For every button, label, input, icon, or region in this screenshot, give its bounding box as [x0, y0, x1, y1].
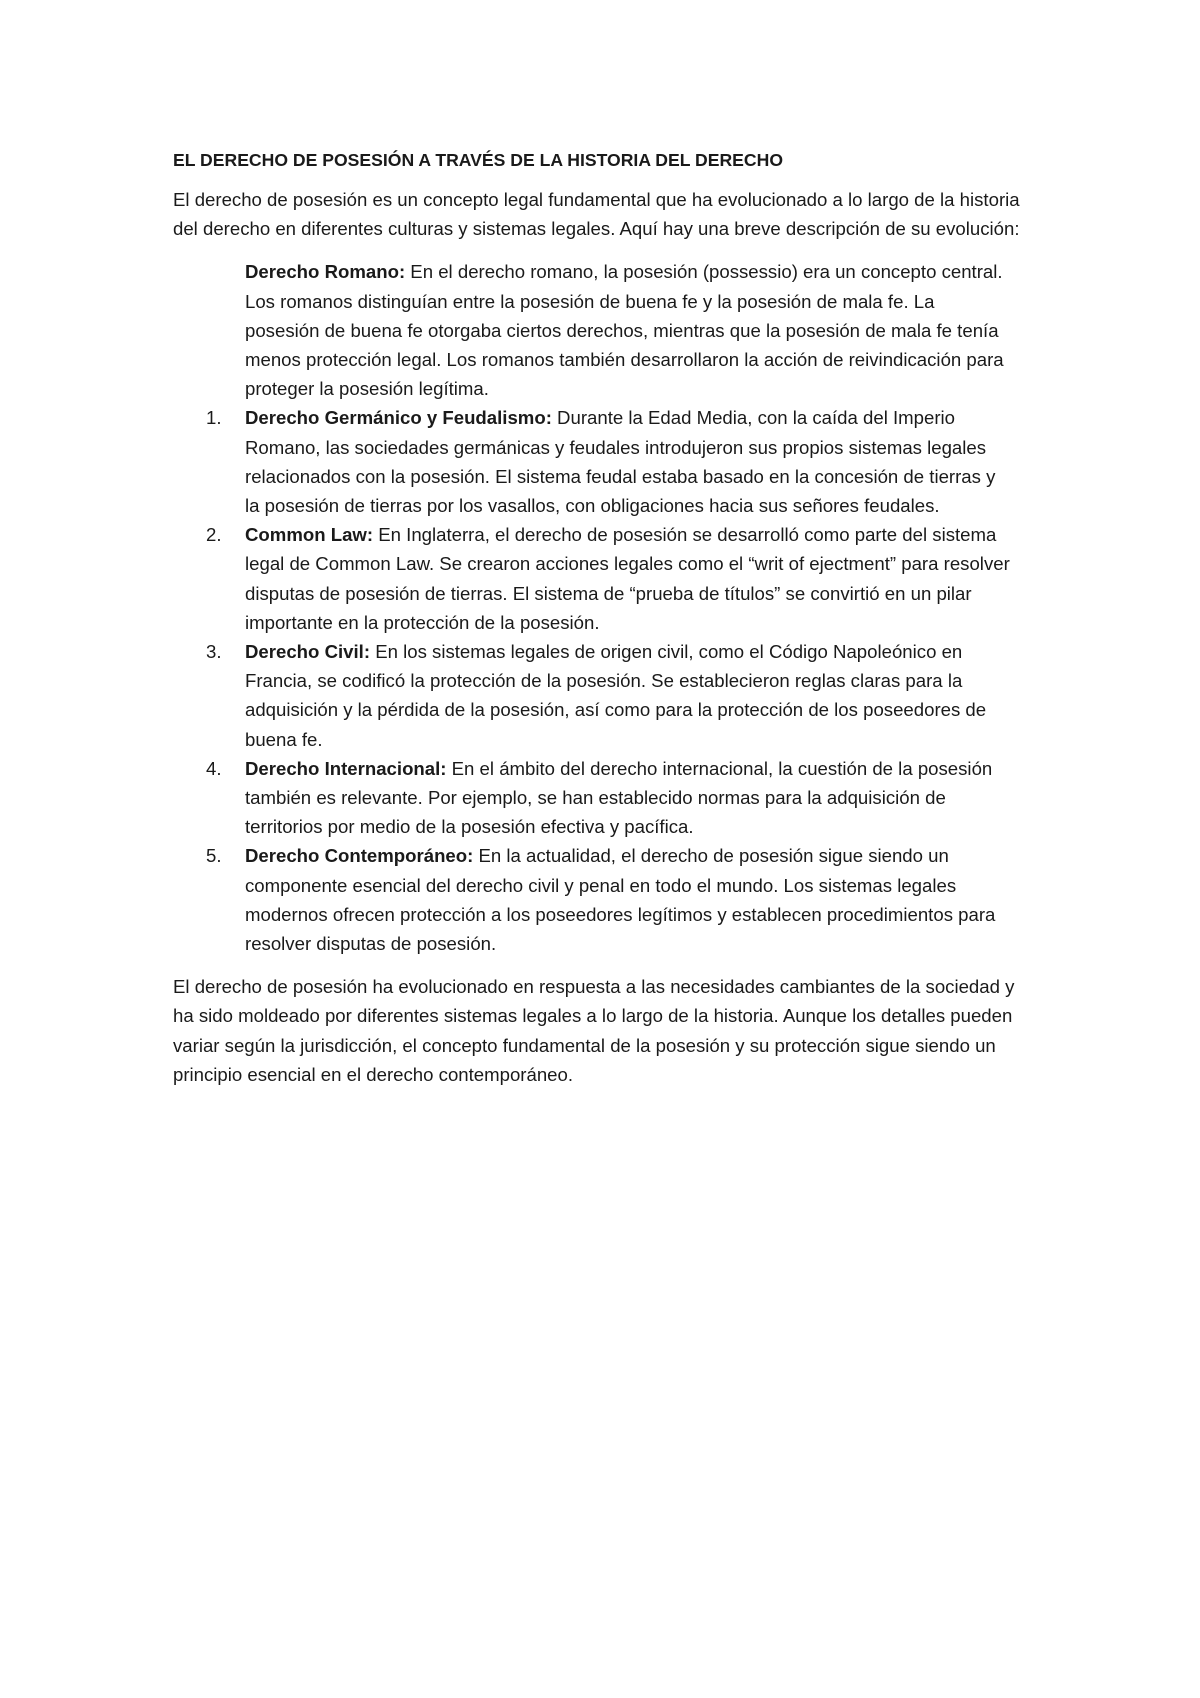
- list-item-text: En el ámbito del derecho internacional, la cuestión de la posesión también es relevante. Por ejemplo, se han establecido normas para la adquisición de territorios por medio de la posesión efectiva y pacífica.: [245, 757, 993, 838]
- list-item-text: En la actualidad, el derecho de posesión sigue siendo un componente esencial del derecho civil y penal en todo el mundo. Los sistemas legales modernos ofrecen protección a los poseedores legítimos y establecen procedimientos para resolver disputas de posesión.: [245, 845, 996, 955]
- list-item-derecho-internacional: [173, 754, 1033, 842]
- list-item-term: Derecho Civil:: [245, 641, 371, 663]
- list-item-number: 4.: [206, 757, 222, 779]
- list-item-number: 2.: [206, 524, 222, 546]
- list-item-text: En Inglaterra, el derecho de posesión se desarrolló como parte del sistema legal de Common Law. Se crearon acciones legales como el “writ of ejectment” para resolver disputas de posesión de tierras. El sistema de “prueba de títulos” se convirtió en un pilar importante en la protección de la posesión.: [245, 524, 1010, 633]
- list-item-term: Derecho Germánico y Feudalismo:: [245, 407, 552, 429]
- list-item-term: Derecho Romano:: [245, 261, 406, 283]
- list-item-derecho-germanico: [173, 403, 1033, 520]
- history-list: [173, 257, 1033, 958]
- list-item-text: Durante la Edad Media, con la caída del Imperio Romano, las sociedades germánicas y feudales introdujeron sus propios sistemas legales relacionados con la posesión. El sistema feudal estaba basado en la concesión de tierras y la posesión de tierras por los vasallos, con obligaciones hacia sus señores feudales.: [245, 407, 996, 517]
- list-item-number: 1.: [206, 407, 222, 429]
- document-body: [173, 146, 1033, 1089]
- list-item-derecho-contemporaneo: [173, 841, 1033, 958]
- list-item-text: En los sistemas legales de origen civil, como el Código Napoleónico en Francia, se codificó la protección de la posesión. Se establecieron reglas claras para la adquisición y la pérdida de la posesión, así como para la protección de los poseedores de buena fe.: [245, 641, 987, 750]
- list-item-common-law: [173, 520, 1033, 637]
- list-item-term: Derecho Internacional:: [245, 757, 447, 779]
- list-item-derecho-civil: [173, 637, 1033, 754]
- intro-paragraph: El derecho de posesión es un concepto legal fundamental que ha evolucionado a lo largo de la historia del derecho en diferentes culturas y sistemas legales. Aquí hay una breve descripción de su evolución:: [173, 189, 1020, 240]
- document-title: EL DERECHO DE POSESIÓN A TRAVÉS DE LA HISTORIA DEL DERECHO: [173, 150, 783, 170]
- list-item-term: Derecho Contemporáneo:: [245, 845, 474, 867]
- list-item-derecho-romano: [173, 257, 1033, 403]
- list-item-number: 5.: [206, 845, 222, 867]
- conclusion-paragraph: El derecho de posesión ha evolucionado en respuesta a las necesidades cambiantes de la sociedad y ha sido moldeado por diferentes sistemas legales a lo largo de la historia. Aunque los detalles pueden variar según la jurisdicción, el concepto fundamental de la posesión y su protección sigue siendo un principio esencial en el derecho contemporáneo.: [173, 976, 1015, 1085]
- list-item-term: Common Law:: [245, 524, 374, 546]
- list-item-number: 3.: [206, 641, 222, 663]
- list-item-text: En el derecho romano, la posesión (possessio) era un concepto central. Los romanos distinguían entre la posesión de buena fe y la posesión de mala fe. La posesión de buena fe otorgaba ciertos derechos, mientras que la posesión de mala fe tenía menos protección legal. Los romanos también desarrollaron la acción de reivindicación para proteger la posesión legítima.: [245, 261, 1004, 400]
